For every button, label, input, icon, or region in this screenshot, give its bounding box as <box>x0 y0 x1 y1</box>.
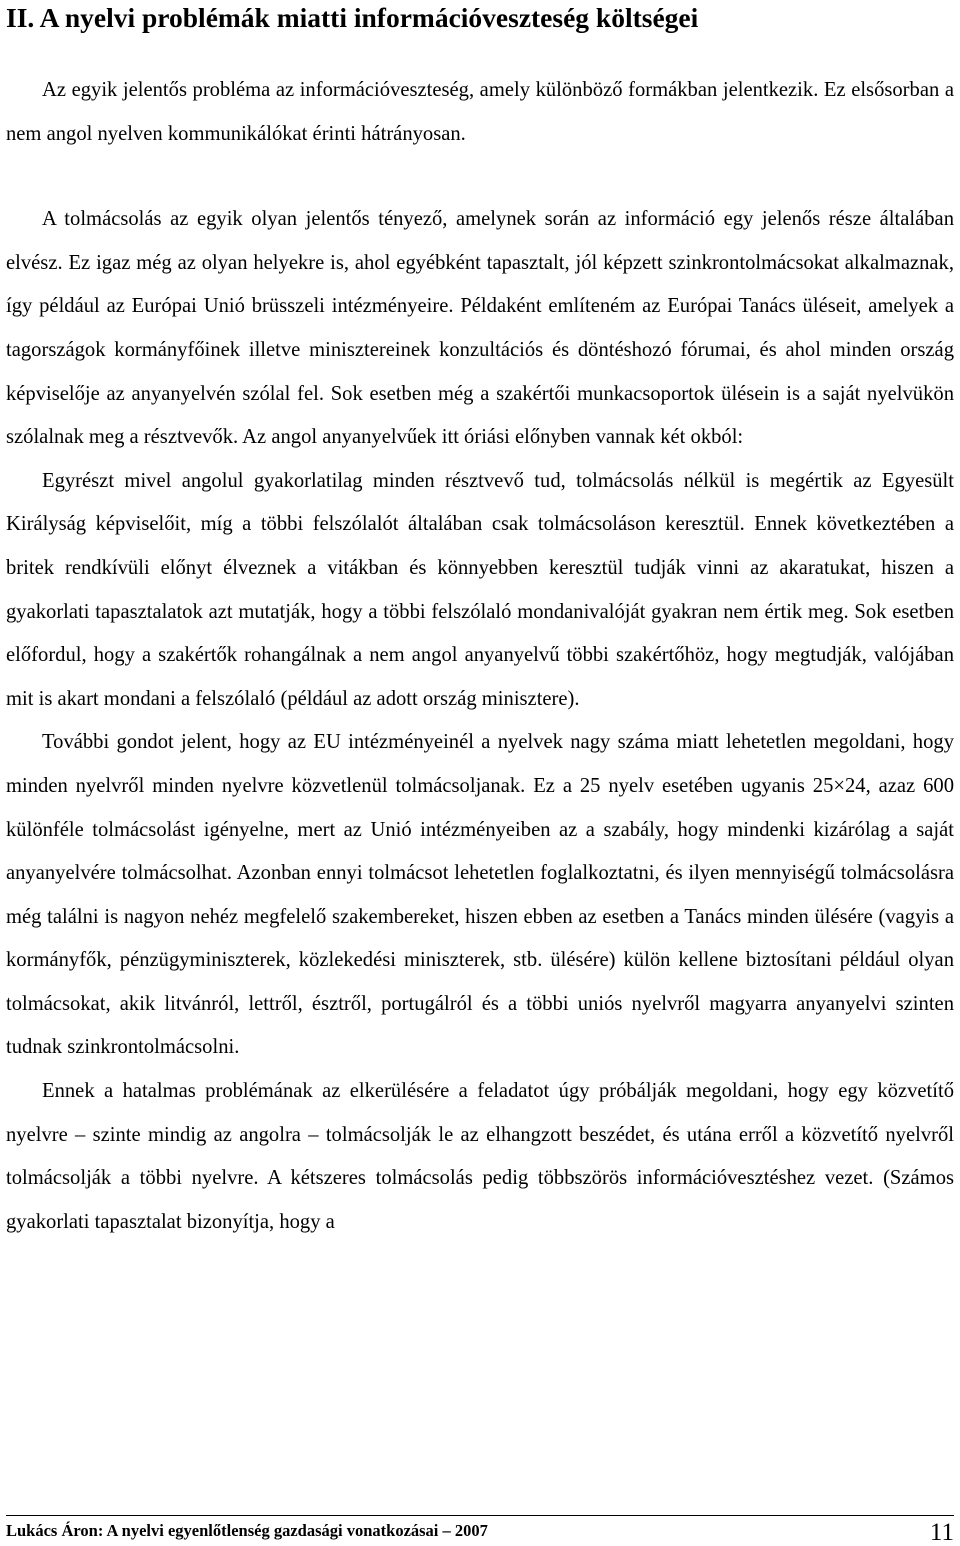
document-page <box>6 0 954 1545</box>
paragraph-5: Ennek a hatalmas problémának az elkerülésére a feladatot úgy próbálják megoldani, hogy egy közvetítő nyelvre – szinte mindig az angolra – tolmácsolják le az elhangzott beszédet, és utána erről a közvetítő nyelvről tolmácsolják a többi nyelvre. A kétszeres tolmácsolás pedig többszörös információvesztéshez vezet. (Számos gyakorlati tapasztalat bizonyítja, hogy a <box>6 1080 954 1233</box>
paragraph-3: Egyrészt mivel angolul gyakorlatilag minden résztvevő tud, tolmácsolás nélkül is megértik az Egyesült Királyság képviselőit, míg a többi felszólalót általában csak tolmácsoláson keresztül. Ennek következtében a britek rendkívüli előnyt élveznek a vitákban és könnyebben keresztül tudják vinni az akaratukat, hiszen a gyakorlati tapasztalatok azt mutatják, hogy a többi felszólaló mondanivalóját gyakran nem értik meg. Sok esetben előfordul, hogy a szakértők rohangálnak a nem angol anyanyelvű többi szakértőhöz, hogy megtudják, valójában mit is akart mondani a felszólaló (például az adott ország minisztere). <box>6 469 954 710</box>
paragraph-2: A tolmácsolás az egyik olyan jelentős tényező, amelynek során az információ egy jelenős része általában elvész. Ez igaz még az olyan helyekre is, ahol egyébként tapasztalt, jól képzett szinkrontolmácsokat alkalmaznak, így például az Európai Unió brüsszeli intézményeire. Példaként említeném az Európai Tanács üléseit, amelyek a tagországok kormányfőinek illetve minisztereinek konzultációs és döntéshozó fórumai, és ahol minden ország képviselője az anyanyelvén szólal fel. Sok esetben még a szakértői munkacsoportok ülésein is a saját nyelvükön szólalnak meg a résztvevők. Az angol anyanyelvűek itt óriási előnyben vannak két okból: <box>6 208 954 449</box>
footer-divider <box>6 1515 954 1516</box>
footer-citation: Lukács Áron: A nyelvi egyenlőtlenség gazdasági vonatkozásai – 2007 <box>6 1521 488 1540</box>
section-heading: II. A nyelvi problémák miatti információveszteség költségei <box>6 2 699 33</box>
paragraph-4: További gondot jelent, hogy az EU intézményeinél a nyelvek nagy száma miatt lehetetlen megoldani, hogy minden nyelvről minden nyelvre közvetlenül tolmácsoljanak. Ez a 25 nyelv esetében ugyanis 25×24, azaz 600 különféle tolmácsolást igényelne, mert az Unió intézményeiben az a szabály, hogy mindenki kizárólag a saját anyanyelvére tolmácsolhat. Azonban ennyi tolmácsot lehetetlen foglalkoztatni, és ilyen mennyiségű tolmácsolásra még találni is nagyon nehéz megfelelő szakembereket, hiszen ebben az esetben a Tanács minden ülésére (vagyis a kormányfők, pénzügyminiszterek, közlekedési miniszterek, stb. ülésére) külön kellene biztosítani például olyan tolmácsokat, akik litvánról, lettről, észtről, portugálról és a többi uniós nyelvről magyarra anyanyelvi szinten tudnak szinkrontolmácsolni. <box>6 731 954 1059</box>
body-text <box>6 69 954 1244</box>
paragraph-1: Az egyik jelentős probléma az információveszteség, amely különböző formákban jelentkezik. Ez elsősorban a nem angol nyelven kommunikálókat érinti hátrányosan. <box>6 79 954 145</box>
paragraph-gap <box>6 156 954 198</box>
page-number: 11 <box>929 1519 954 1546</box>
